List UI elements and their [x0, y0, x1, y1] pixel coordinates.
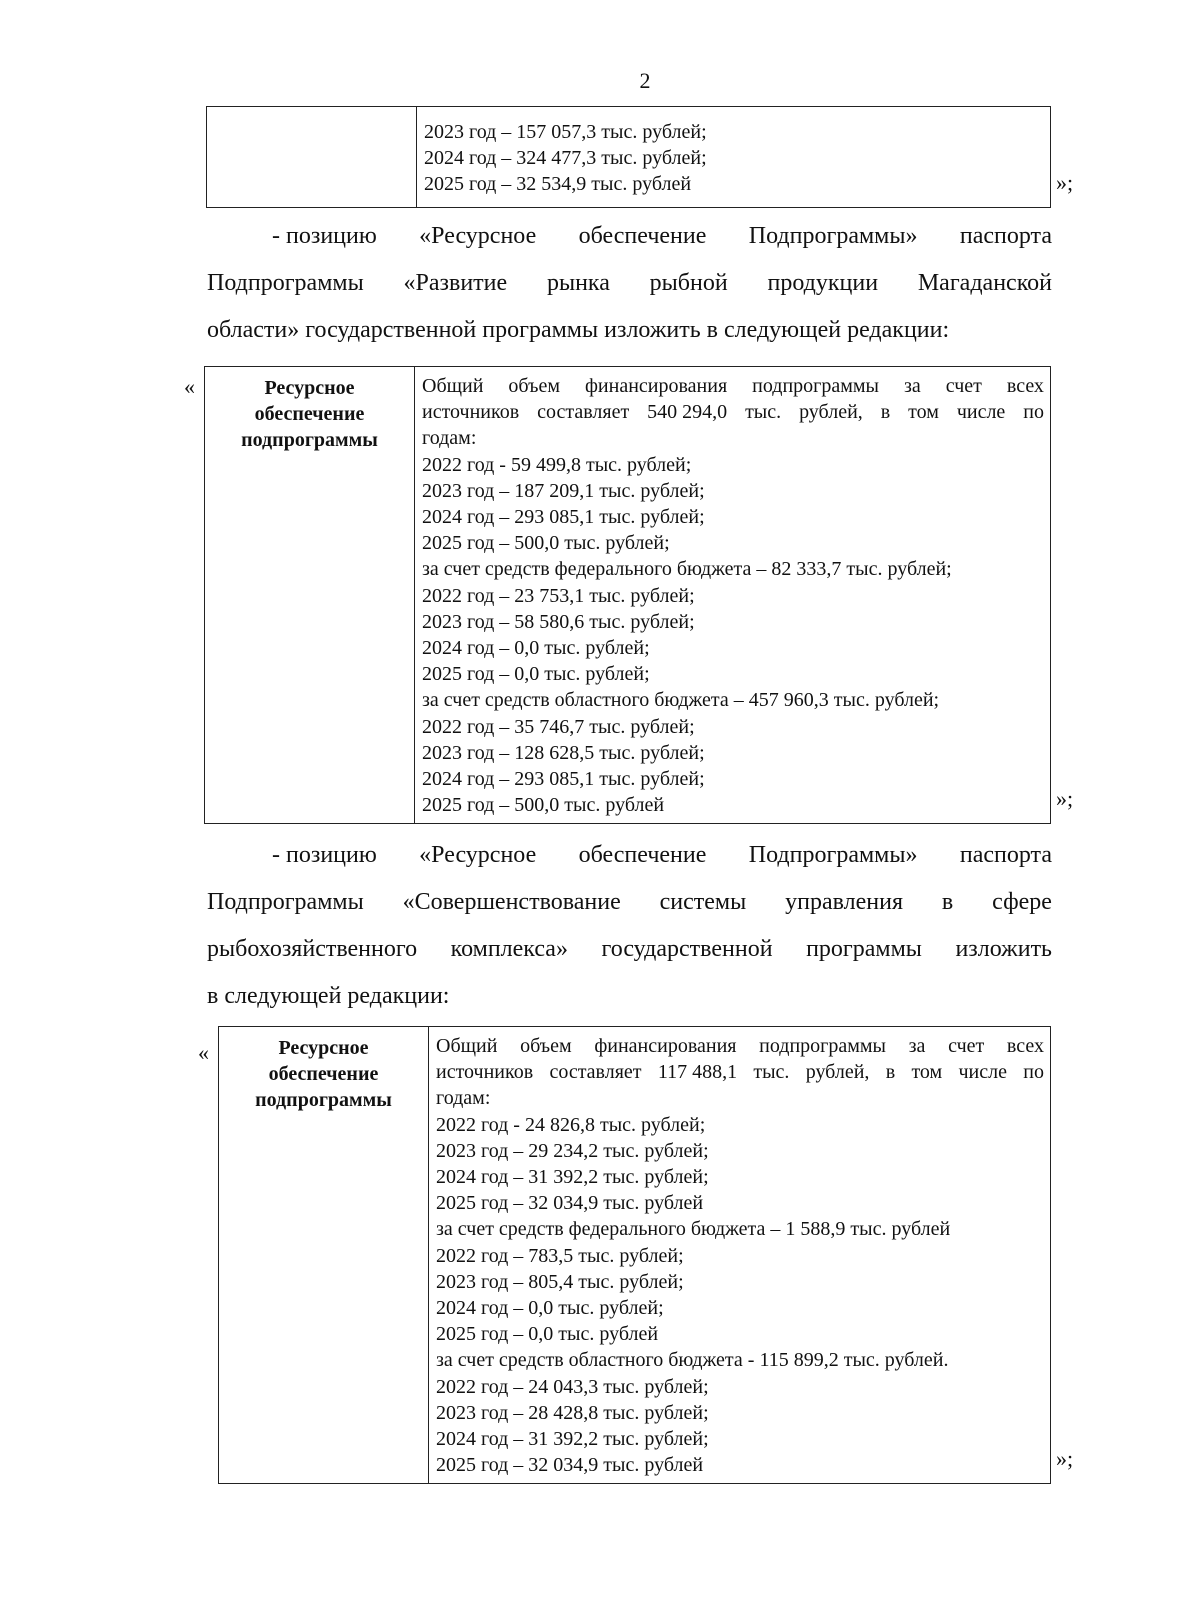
- table-line: 2025 год – 32 034,9 тыс. рублей: [436, 1454, 704, 1477]
- opening-quote-mark: «: [184, 374, 195, 399]
- table-header-cell: [207, 107, 417, 207]
- table-content-cell: [415, 367, 1050, 823]
- text-segment: Подпрограммы»: [748, 842, 918, 868]
- table-line: 2025 год – 500,0 тыс. рублей;: [422, 532, 670, 555]
- text-segment: управления: [785, 889, 904, 915]
- table-header-cell: [219, 1027, 429, 1483]
- paragraph-line: области» государственной программы изложить в следующей редакции:: [207, 317, 950, 343]
- table-content-cell: [429, 1027, 1050, 1483]
- table-line: за счет средств федерального бюджета – 1 588,9 тыс. рублей: [436, 1218, 951, 1241]
- table-line: 2024 год – 324 477,3 тыс. рублей;: [424, 147, 707, 170]
- text-segment: Подпрограммы: [207, 270, 364, 296]
- text-segment: системы: [659, 889, 747, 915]
- text-segment: сфере: [992, 889, 1052, 915]
- text-segment: «Ресурсное: [419, 223, 537, 249]
- table-line: 2024 год – 293 085,1 тыс. рублей;: [422, 768, 705, 791]
- table-line: 2023 год – 29 234,2 тыс. рублей;: [436, 1139, 709, 1162]
- table-line: 2023 год – 805,4 тыс. рублей;: [436, 1270, 684, 1293]
- paragraph-line: [207, 926, 1052, 973]
- text-segment: в: [941, 889, 954, 915]
- text-segment: - позицию: [272, 842, 377, 868]
- table-line: 2022 год – 24 043,3 тыс. рублей;: [436, 1375, 709, 1398]
- text-segment: изложить: [955, 936, 1052, 962]
- text-segment: - позицию: [272, 223, 377, 249]
- table-line: 2025 год – 0,0 тыс. рублей: [436, 1323, 659, 1346]
- text-segment: продукции: [767, 270, 879, 296]
- table-line: 2022 год - 59 499,8 тыс. рублей;: [422, 453, 692, 476]
- text-segment: «Ресурсное: [419, 842, 537, 868]
- resource-table-management: [218, 1026, 1051, 1484]
- table-line: 2022 год – 35 746,7 тыс. рублей;: [422, 715, 695, 738]
- text-segment: программы: [806, 936, 922, 962]
- text-segment: рыбохозяйственного: [207, 936, 418, 962]
- resource-header: [219, 1027, 428, 1113]
- table-line: Общий объем финансирования подпрограммы за счет всех: [422, 375, 1044, 397]
- table-line: за счет средств федерального бюджета – 82 333,7 тыс. рублей;: [422, 558, 952, 581]
- table-line: 2025 год – 0,0 тыс. рублей;: [422, 663, 650, 686]
- text-segment: рыбной: [649, 270, 728, 296]
- table-content-cell: [417, 107, 1050, 207]
- table-line: источников составляет 117 488,1 тыс. рублей, в том числе по: [436, 1061, 1044, 1084]
- table-line: 2025 год – 32 534,9 тыс. рублей: [424, 173, 692, 196]
- table-header-cell: [205, 367, 415, 823]
- table-line: 2022 год - 24 826,8 тыс. рублей;: [436, 1113, 706, 1136]
- text-segment: комплекса»: [450, 936, 568, 962]
- text-segment: Подпрограммы: [207, 889, 364, 915]
- table-line: 2024 год – 31 392,2 тыс. рублей;: [436, 1166, 709, 1189]
- text-segment: обеспечение: [578, 223, 707, 249]
- table-line: 2025 год – 500,0 тыс. рублей: [422, 794, 665, 817]
- closing-quote-mark: »;: [1056, 170, 1074, 195]
- opening-quote-mark: «: [198, 1040, 209, 1065]
- table-line: 2023 год – 157 057,3 тыс. рублей;: [424, 121, 707, 143]
- table-line: 2023 год – 28 428,8 тыс. рублей;: [436, 1401, 709, 1424]
- page-number: 2: [639, 68, 651, 93]
- table-line: 2024 год – 31 392,2 тыс. рублей;: [436, 1428, 709, 1451]
- table-line: 2023 год – 128 628,5 тыс. рублей;: [422, 741, 705, 764]
- closing-quote-mark: »;: [1056, 786, 1074, 811]
- header-line: подпрограммы: [255, 1089, 392, 1111]
- instruction-paragraph: [207, 832, 1052, 1020]
- paragraph-line: в следующей редакции:: [207, 983, 450, 1009]
- table-line: 2023 год – 58 580,6 тыс. рублей;: [422, 610, 695, 633]
- table-line: 2025 год – 32 034,9 тыс. рублей: [436, 1192, 704, 1215]
- resource-header: [205, 367, 414, 453]
- table-line: 2024 год – 0,0 тыс. рублей;: [422, 637, 650, 660]
- text-segment: государственной: [601, 936, 773, 962]
- table-line: 2024 год – 0,0 тыс. рублей;: [436, 1297, 664, 1320]
- header-line: обеспечение: [254, 403, 365, 425]
- text-segment: Магаданской: [917, 270, 1052, 296]
- paragraph-line: [207, 879, 1052, 926]
- table-line: годам:: [436, 1087, 491, 1110]
- table-line: годам:: [422, 427, 477, 450]
- header-line: Ресурсное: [264, 377, 355, 399]
- text-segment: Подпрограммы»: [748, 223, 918, 249]
- table-line: за счет средств областного бюджета – 457 960,3 тыс. рублей;: [422, 689, 940, 712]
- paragraph-line: [207, 260, 1052, 307]
- text-segment: паспорта: [959, 223, 1052, 249]
- table-line: за счет средств областного бюджета - 115 899,2 тыс. рублей.: [436, 1349, 949, 1372]
- text-segment: «Совершенствование: [402, 889, 621, 915]
- text-segment: «Развитие: [403, 270, 508, 296]
- table-line: 2022 год – 23 753,1 тыс. рублей;: [422, 584, 695, 607]
- text-segment: обеспечение: [578, 842, 707, 868]
- table-line: 2023 год – 187 209,1 тыс. рублей;: [422, 479, 705, 502]
- text-segment: рынка: [546, 270, 610, 296]
- resource-table-market: [204, 366, 1051, 824]
- table-line: источников составляет 540 294,0 тыс. рублей, в том числе по: [422, 401, 1044, 424]
- funding-table-continuation: [206, 106, 1051, 208]
- closing-quote-mark: »;: [1056, 1446, 1074, 1471]
- text-segment: паспорта: [959, 842, 1052, 868]
- header-line: обеспечение: [268, 1063, 379, 1085]
- paragraph-line: [207, 832, 1052, 879]
- table-line: 2022 год – 783,5 тыс. рублей;: [436, 1244, 684, 1267]
- table-line: Общий объем финансирования подпрограммы за счет всех: [436, 1035, 1044, 1057]
- paragraph-line: [207, 213, 1052, 260]
- table-line: 2024 год – 293 085,1 тыс. рублей;: [422, 506, 705, 529]
- instruction-paragraph: [207, 213, 1052, 354]
- header-line: подпрограммы: [241, 429, 378, 451]
- header-line: Ресурсное: [278, 1037, 369, 1059]
